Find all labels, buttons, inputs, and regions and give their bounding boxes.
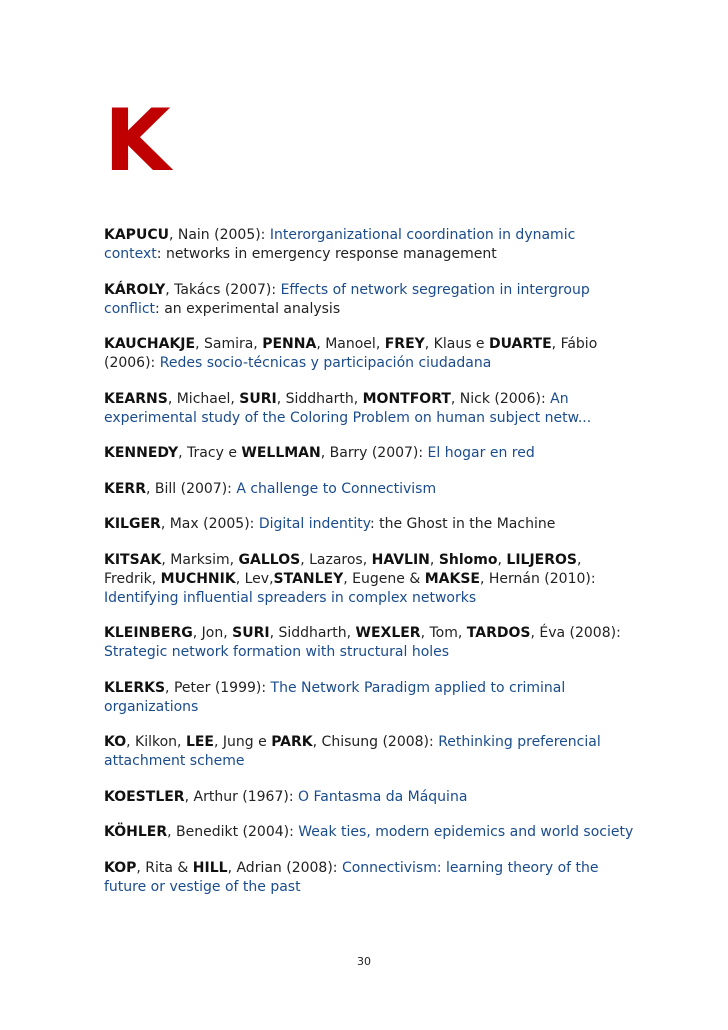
reference-title-link[interactable]: The Network Paradigm applied to criminal organizations	[104, 679, 566, 715]
reference-text: : the Ghost in the Machine	[369, 516, 556, 532]
bibliography-entry	[104, 281, 634, 319]
author-surname: SURI	[232, 625, 270, 641]
reference-text: , Jon,	[192, 625, 233, 641]
reference-text: , Nain (2005):	[168, 227, 270, 243]
reference-title-link[interactable]: A challenge to Connectivism	[236, 480, 437, 497]
reference-text: , Klaus e	[424, 336, 489, 352]
author-surname: MONTFORT	[362, 390, 451, 407]
author-surname: KO	[104, 734, 127, 750]
author-surname: HAVLIN	[371, 551, 430, 568]
reference-title-link[interactable]: An experimental study of the Coloring Problem on human subject netw...	[104, 390, 592, 426]
reference-text: , Siddharth,	[269, 625, 356, 641]
author-surname: KENNEDY	[104, 445, 179, 461]
reference-text: , Hernán (2010):	[479, 570, 596, 587]
author-surname: GALLOS	[238, 551, 301, 568]
reference-text: , Eugene &	[343, 570, 425, 587]
author-surname: KERR	[104, 480, 146, 497]
bibliography-entry	[104, 679, 634, 717]
reference-text: , Arthur (1967):	[184, 788, 298, 805]
author-surname: KOESTLER	[104, 788, 185, 805]
reference-text: , Tracy e	[178, 445, 242, 461]
page-number: 30	[357, 955, 371, 968]
reference-text: ,	[429, 551, 439, 568]
reference-text: , Kilkon,	[126, 734, 186, 750]
reference-text: , Peter (1999):	[165, 679, 271, 696]
bibliography-entry	[104, 733, 634, 771]
reference-text: , Samira,	[195, 336, 263, 352]
reference-text: : an experimental analysis	[155, 300, 341, 317]
author-surname: KLEINBERG	[104, 625, 193, 641]
bibliography-entry	[104, 480, 634, 499]
reference-title-link[interactable]: Interorganizational coordination in dynamic context	[104, 227, 576, 262]
reference-text: , Manoel,	[316, 336, 385, 352]
author-surname: WEXLER	[355, 625, 421, 641]
author-surname: FREY	[384, 336, 425, 352]
author-surname: TARDOS	[466, 625, 531, 641]
bibliography-entry	[104, 788, 634, 807]
reference-title-link[interactable]: Redes socio-técnicas y participación ciudadana	[159, 355, 492, 371]
reference-text: : networks in emergency response management	[156, 246, 497, 262]
reference-text: ,	[497, 551, 507, 568]
author-surname: LILJEROS	[506, 551, 577, 568]
author-surname: KLERKS	[104, 679, 166, 696]
reference-title-link[interactable]: O Fantasma da Máquina	[298, 788, 468, 805]
reference-text: , Bill (2007):	[145, 480, 237, 497]
bibliography-entry	[104, 515, 634, 534]
reference-text: , Lazaros,	[300, 551, 372, 568]
reference-text: , Lev,	[235, 570, 274, 587]
bibliography-entry	[104, 859, 634, 897]
bibliography-entry	[104, 823, 634, 842]
author-surname: MAKSE	[424, 570, 480, 587]
reference-text: , Rita &	[136, 859, 193, 876]
reference-text: , Fábio (2006):	[104, 336, 598, 371]
author-surname: KÁROLY	[104, 281, 166, 298]
author-surname: KILGER	[104, 516, 161, 532]
author-surname: KAPUCU	[104, 227, 169, 243]
reference-text: , Éva (2008):	[530, 625, 621, 641]
author-surname: HILL	[192, 859, 228, 876]
bibliography-entry	[104, 226, 634, 264]
bibliography-list	[104, 226, 634, 913]
author-surname: STANLEY	[273, 570, 344, 587]
reference-text: , Tom,	[420, 625, 467, 641]
bibliography-entry	[104, 444, 634, 463]
reference-text: , Jung e	[214, 734, 272, 750]
author-surname: PARK	[271, 734, 313, 750]
reference-text: , Chisung (2008):	[312, 734, 439, 750]
author-surname: DUARTE	[489, 336, 552, 352]
reference-text: , Barry (2007):	[320, 445, 428, 461]
author-surname: LEE	[185, 734, 214, 750]
reference-title-link[interactable]: El hogar en red	[427, 445, 535, 461]
reference-title-link[interactable]: Effects of network segregation in intergroup conflict	[104, 281, 590, 317]
author-surname: MUCHNIK	[160, 570, 236, 587]
reference-title-link[interactable]: Identifying influential spreaders in complex networks	[104, 589, 477, 606]
reference-text: , Takács (2007):	[165, 281, 281, 298]
reference-text: , Marksim,	[161, 551, 239, 568]
bibliography-entry	[104, 335, 634, 373]
author-surname: KOP	[104, 859, 137, 876]
reference-title-link[interactable]: Connectivism: learning theory of the future or vestige of the past	[104, 859, 599, 895]
reference-text: , Benedikt (2004):	[167, 824, 299, 840]
author-surname: KEARNS	[104, 390, 168, 407]
author-surname: KAUCHAKJE	[104, 336, 196, 352]
reference-text: , Siddharth,	[276, 390, 363, 407]
reference-text: , Michael,	[167, 390, 240, 407]
reference-title-link[interactable]: Digital indentity	[258, 516, 370, 532]
section-letter-heading: K	[104, 91, 171, 191]
bibliography-entry	[104, 624, 634, 662]
bibliography-entry	[104, 390, 634, 428]
reference-text: , Max (2005):	[160, 516, 259, 532]
bibliography-entry	[104, 551, 634, 608]
author-surname: KÖHLER	[104, 824, 168, 840]
author-surname: Shlomo	[438, 551, 498, 568]
reference-text: , Fredrik,	[104, 551, 582, 587]
reference-title-link[interactable]: Strategic network formation with structural holes	[104, 644, 450, 660]
author-surname: SURI	[239, 390, 277, 407]
reference-title-link[interactable]: Weak ties, modern epidemics and world society	[298, 824, 634, 840]
reference-text: , Nick (2006):	[450, 390, 551, 407]
reference-text: , Adrian (2008):	[227, 859, 342, 876]
author-surname: PENNA	[262, 336, 317, 352]
author-surname: KITSAK	[104, 551, 162, 568]
author-surname: WELLMAN	[241, 445, 321, 461]
reference-title-link[interactable]: Rethinking preferencial attachment scheme	[104, 734, 601, 769]
